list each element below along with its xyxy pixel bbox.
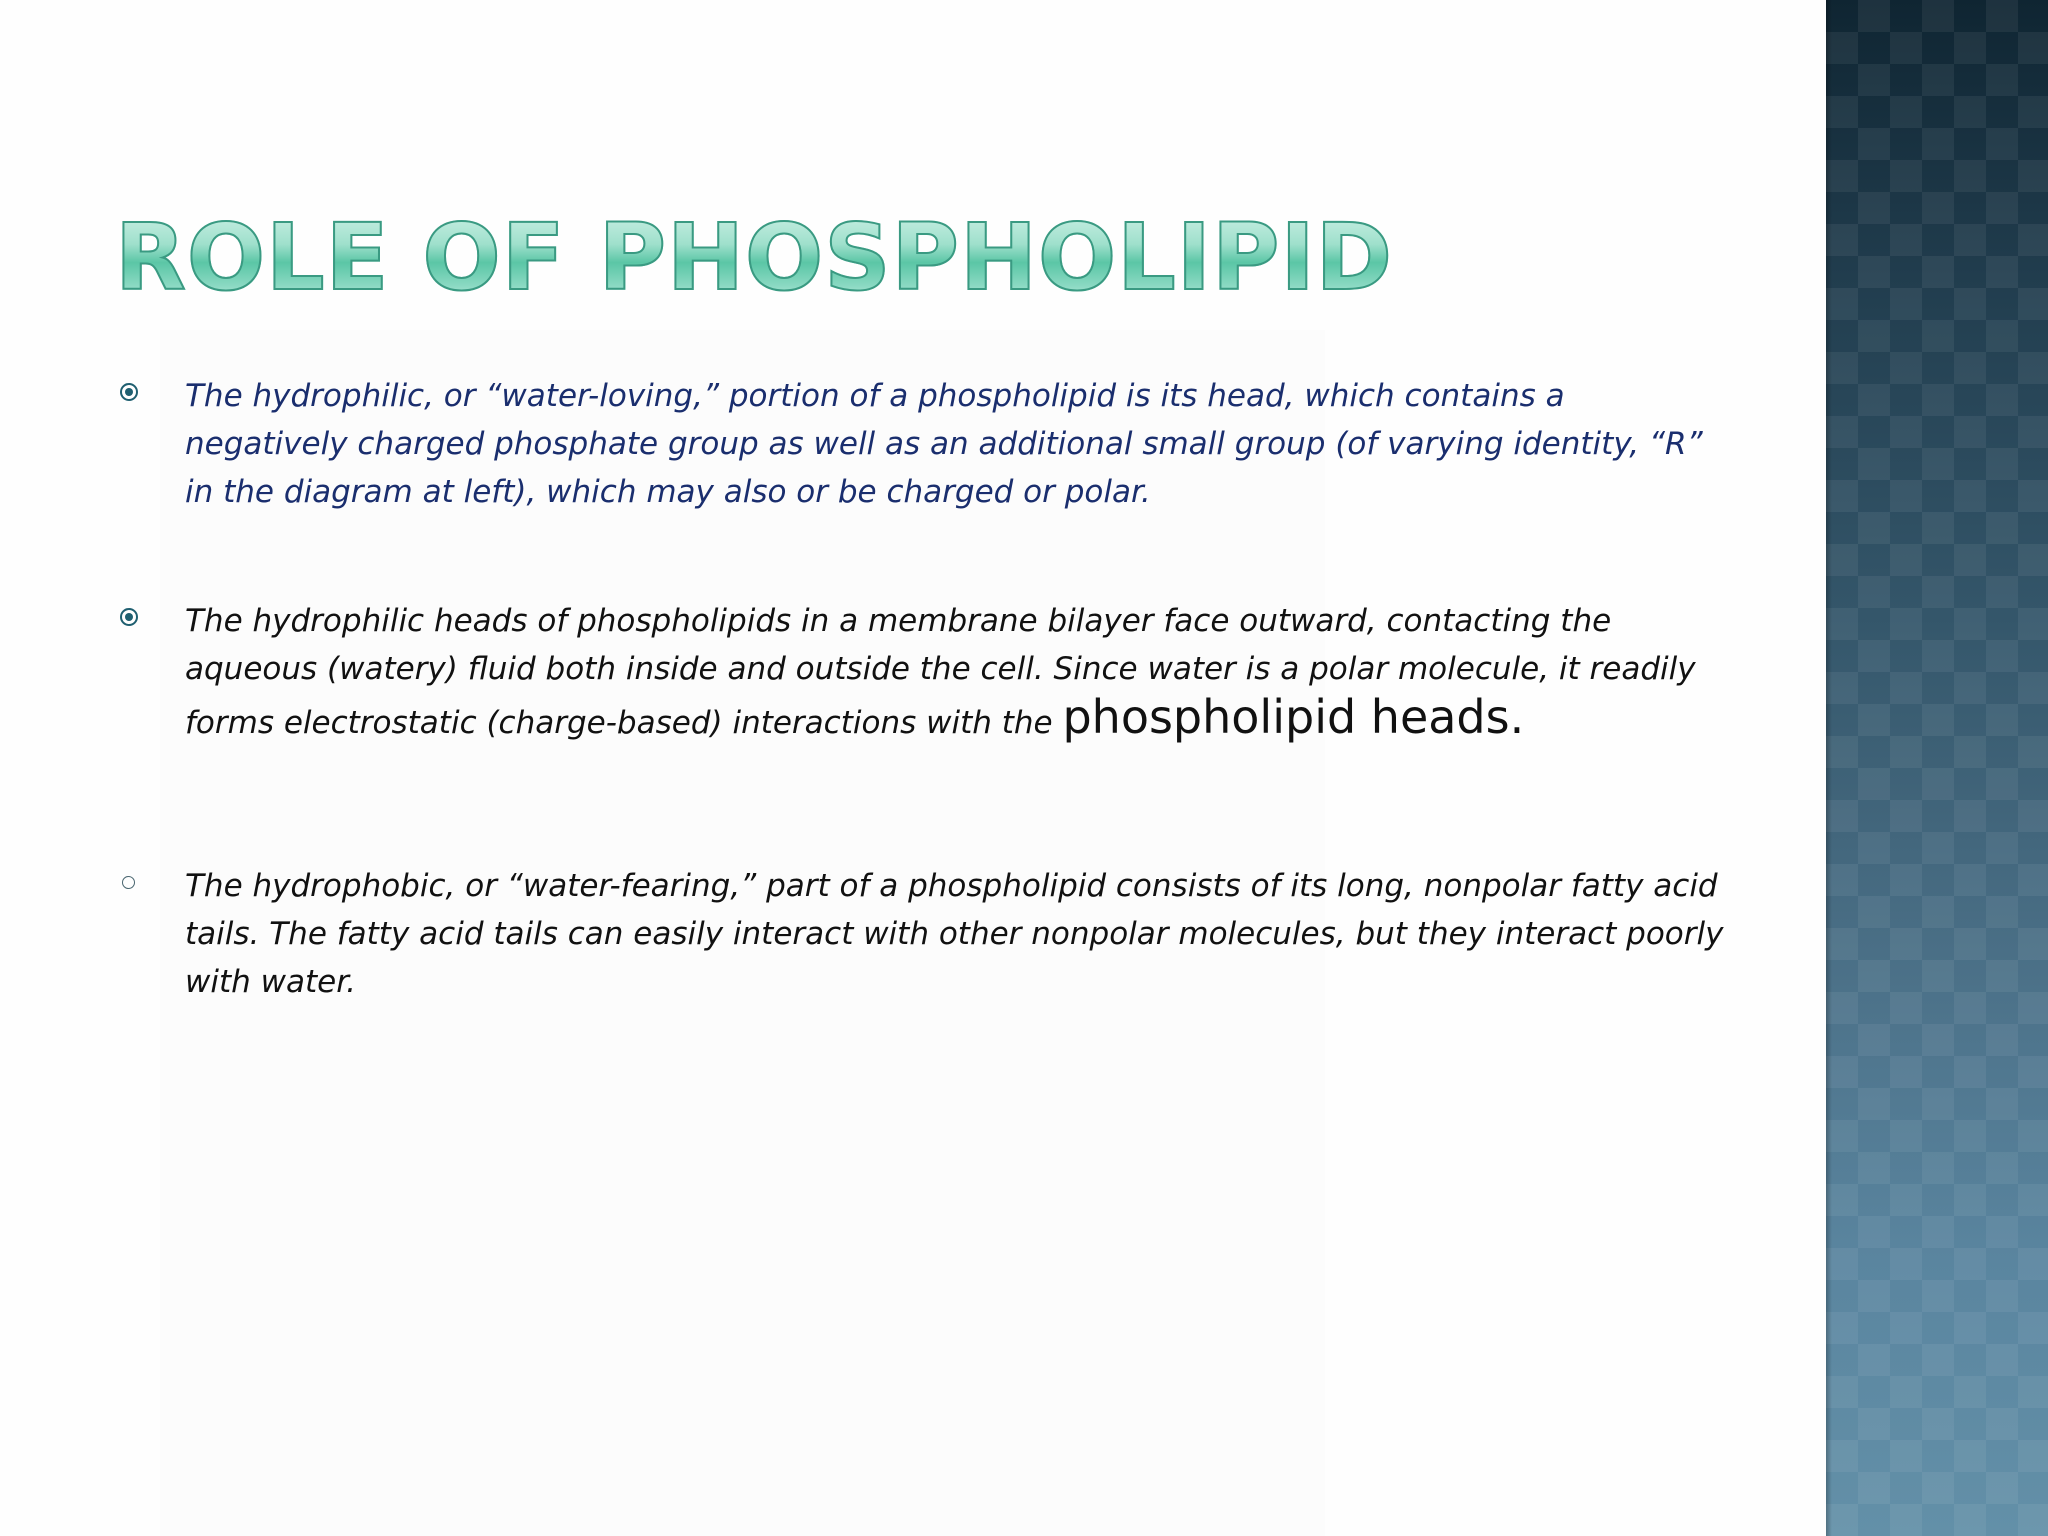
filled-circle-bullet-icon xyxy=(120,608,138,626)
sidebar-edge xyxy=(1826,0,1832,1536)
hollow-circle-bullet-icon xyxy=(122,876,135,889)
decorative-sidebar xyxy=(1826,0,2048,1536)
sidebar-pattern xyxy=(1826,0,2048,1536)
bullet-text-2 xyxy=(185,597,1725,747)
slide-title: ROLE OF PHOSPHOLIPID xyxy=(115,204,1394,311)
bullet-text-2-emphasis: phospholipid heads. xyxy=(1062,690,1525,744)
bullet-list xyxy=(120,0,1724,1536)
bullet-text-3: The hydrophobic, or “water-fearing,” part of a phospholipid consists of its long, nonpolar fatty acid tails. The fatty acid tails can easily interact with other nonpolar molecules, but they interact poorly with water. xyxy=(185,868,1724,1000)
filled-circle-bullet-icon xyxy=(120,383,138,401)
bullet-text-1: The hydrophilic, or “water-loving,” portion of a phospholipid is its head, which contains a negatively charged phosphate group as well as an additional small group (of varying identity, “R” in the diagram at left), which may also or be charged or polar. xyxy=(185,378,1703,510)
bullet-text-2-body: The hydrophilic heads of phospholipids in a membrane bilayer face outward, contacting the aqueous (watery) fluid both inside and outside the cell. Since water is a polar molecule, it readily forms electrostatic (charge-based) interactions with the xyxy=(185,603,1696,741)
